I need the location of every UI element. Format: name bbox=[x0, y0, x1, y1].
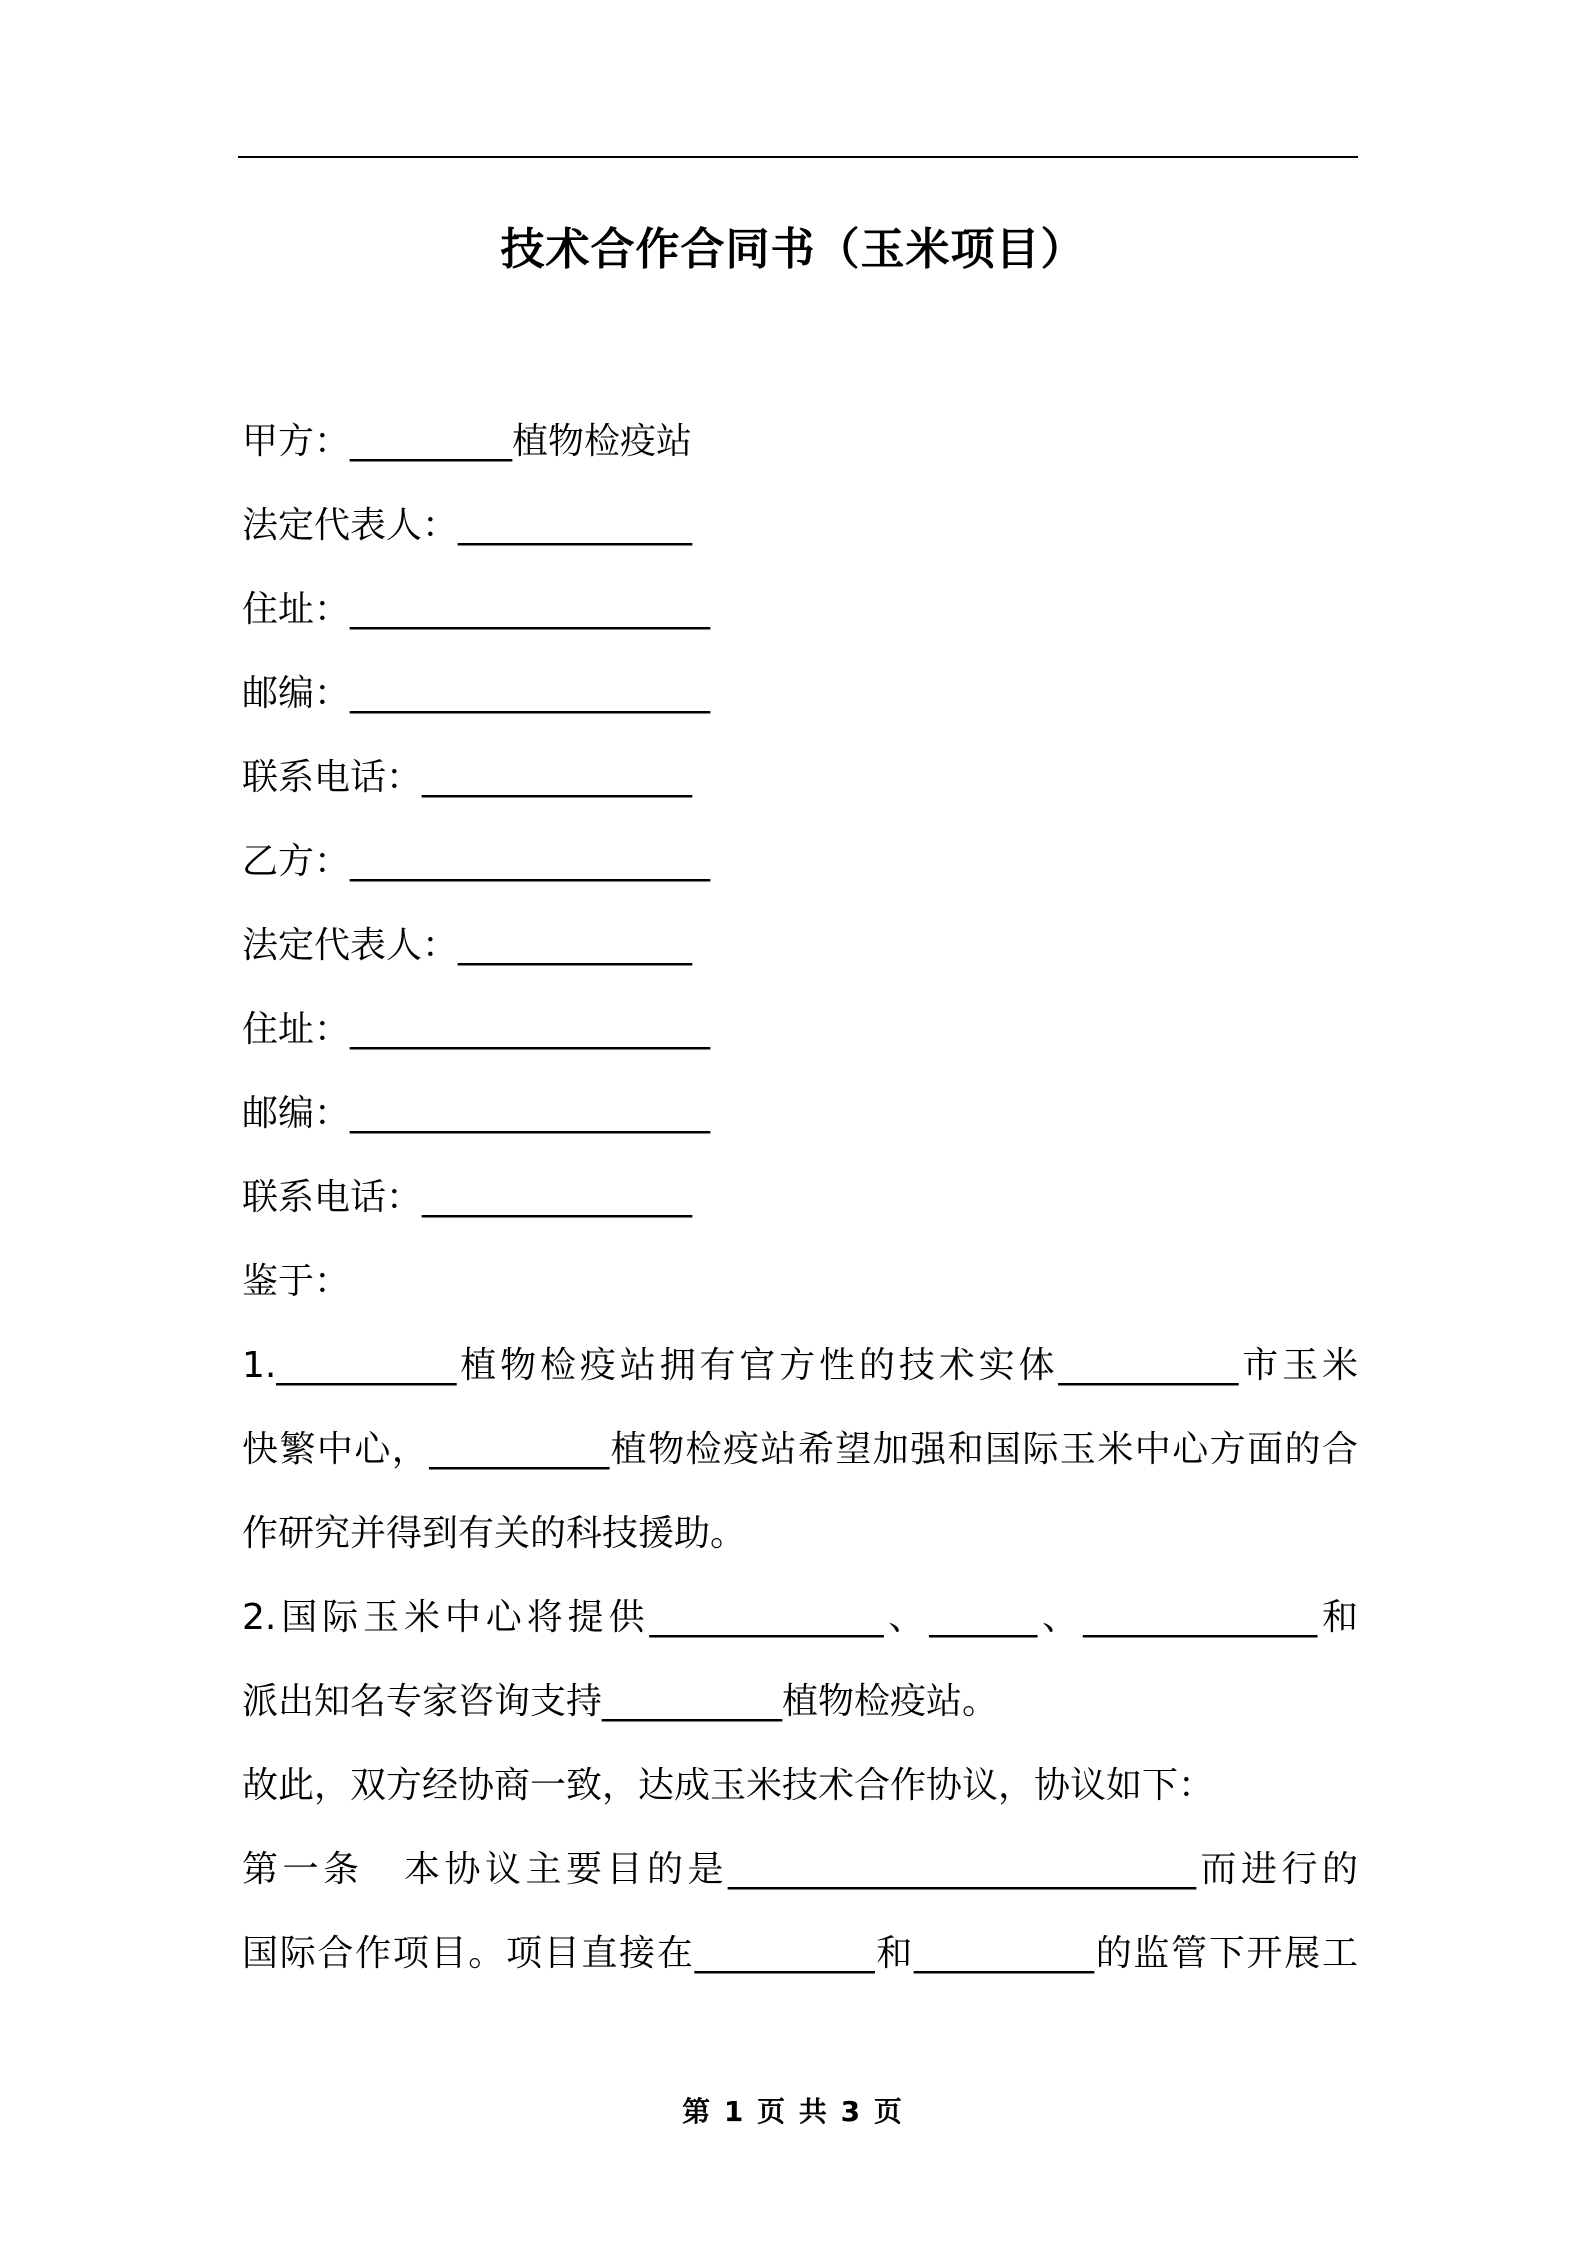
party-b-name: 乙方：____________________ bbox=[242, 841, 711, 882]
recital-2-line-2: 派出知名专家咨询支持__________植物检疫站。 bbox=[242, 1681, 999, 1722]
contract-body bbox=[242, 400, 1358, 1996]
recital-1-line-1: 1.__________植物检疫站拥有官方性的技术实体__________市玉米 bbox=[242, 1345, 1358, 1386]
recital-1-line-3: 作研究并得到有关的科技援助。 bbox=[242, 1513, 747, 1554]
recital-2-line-1: 2.国际玉米中心将提供_____________、______、_____________和 bbox=[242, 1597, 1358, 1638]
document-title: 技术合作合同书（玉米项目） bbox=[500, 224, 1086, 275]
agreement-intro: 故此，双方经协商一致，达成玉米技术合作协议，协议如下： bbox=[242, 1765, 1215, 1806]
recital-1-line-2: 快繁中心，__________植物检疫站希望加强和国际玉米中心方面的合 bbox=[242, 1429, 1358, 1470]
party-a-name: 甲方：_________植物检疫站 bbox=[242, 421, 693, 462]
party-a-phone: 联系电话：_______________ bbox=[242, 757, 693, 798]
party-a-postcode: 邮编：____________________ bbox=[242, 673, 711, 714]
party-b-phone: 联系电话：_______________ bbox=[242, 1177, 693, 1218]
page-number: 第 1 页 共 3 页 bbox=[682, 2095, 904, 2128]
party-b-postcode: 邮编：____________________ bbox=[242, 1093, 711, 1134]
party-b-legal-representative: 法定代表人：_____________ bbox=[242, 925, 693, 966]
party-a-address: 住址：____________________ bbox=[242, 589, 711, 630]
party-b-address: 住址：____________________ bbox=[242, 1009, 711, 1050]
article-1-line-2: 国际合作项目。项目直接在__________和__________的监管下开展工 bbox=[242, 1933, 1358, 1974]
header-rule bbox=[238, 156, 1358, 158]
party-a-legal-representative: 法定代表人：_____________ bbox=[242, 505, 693, 546]
article-1-line-1: 第一条 本协议主要目的是__________________________而进行的 bbox=[242, 1849, 1358, 1890]
whereas-heading: 鉴于： bbox=[242, 1261, 351, 1302]
